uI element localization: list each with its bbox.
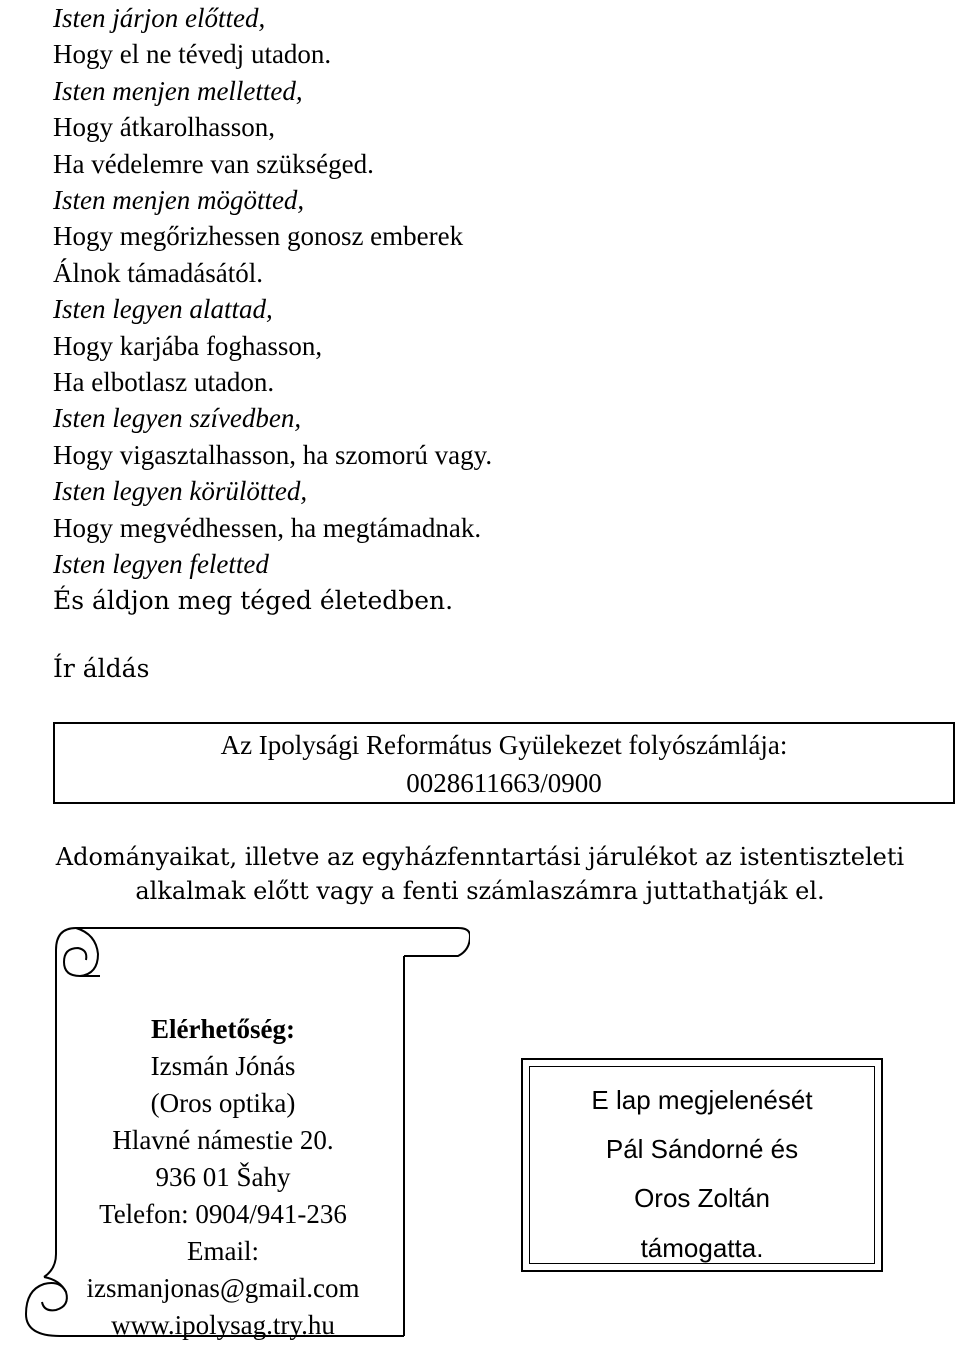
sponsor-line: E lap megjelenését <box>591 1085 813 1115</box>
donation-line: Adományaikat, illetve az egyházfenntartási járulékot az istentiszteleti <box>55 843 905 871</box>
account-label: Az Ipolysági Református Gyülekezet folyószámlája: <box>220 730 788 760</box>
sponsor-box-inner <box>529 1066 875 1264</box>
poem-line: Hogy vigasztalhasson, ha szomorú vagy. <box>53 439 493 470</box>
contact-city: 936 01 Šahy <box>155 1162 291 1192</box>
poem-line: Hogy megvédhessen, ha megtámadnak. <box>53 512 482 543</box>
sponsor-line: Pál Sándorné és <box>605 1134 799 1164</box>
contact-title: Elérhetőség: <box>151 1014 295 1044</box>
account-box <box>53 722 955 804</box>
poem-line: Álnok támadásától. <box>53 257 263 288</box>
poem-line: Isten menjen mögötted, <box>53 185 305 216</box>
poem-line: És áldjon meg téged életedben. <box>53 585 454 615</box>
account-number: 0028611663/0900 <box>406 768 602 798</box>
poem-line: Ha elbotlasz utadon. <box>53 367 275 398</box>
poem-line: Isten legyen szívedben, <box>53 403 302 434</box>
sponsor-box <box>521 1058 883 1272</box>
poem-line: Isten legyen körülötted, <box>53 476 308 507</box>
donation-line: alkalmak előtt vagy a fenti számlaszámra juttathatják el. <box>135 877 825 905</box>
contact-company: (Oros optika) <box>150 1088 296 1118</box>
contact-phone: Telefon: 0904/941-236 <box>99 1199 347 1229</box>
poem <box>53 0 933 619</box>
contact-street: Hlavné námestie 20. <box>112 1125 334 1155</box>
poem-line: Isten járjon előtted, <box>53 3 266 33</box>
contact-email: izsmanjonas@gmail.com <box>86 1273 360 1303</box>
contact-info <box>40 1011 406 1344</box>
poem-line: Hogy megőrizhessen gonosz emberek <box>53 221 464 252</box>
poem-signature: Ír áldás <box>53 654 150 683</box>
sponsor-line: támogatta. <box>640 1233 764 1263</box>
poem-line: Isten menjen melletted, <box>53 75 303 106</box>
poem-line: Hogy el ne tévedj utadon. <box>53 39 332 70</box>
poem-line: Ha védelemre van szükséged. <box>53 148 374 179</box>
poem-line: Isten legyen alattad, <box>53 294 273 325</box>
contact-web: www.ipolysag.try.hu <box>111 1310 335 1340</box>
poem-line: Isten legyen feletted <box>53 549 269 580</box>
contact-name: Izsmán Jónás <box>150 1051 296 1081</box>
contact-email-label: Email: <box>187 1236 259 1266</box>
poem-line: Hogy átkarolhasson, <box>53 112 275 143</box>
sponsor-line: Oros Zoltán <box>634 1183 770 1213</box>
donation-note <box>0 840 960 908</box>
poem-line: Hogy karjába foghasson, <box>53 330 323 361</box>
